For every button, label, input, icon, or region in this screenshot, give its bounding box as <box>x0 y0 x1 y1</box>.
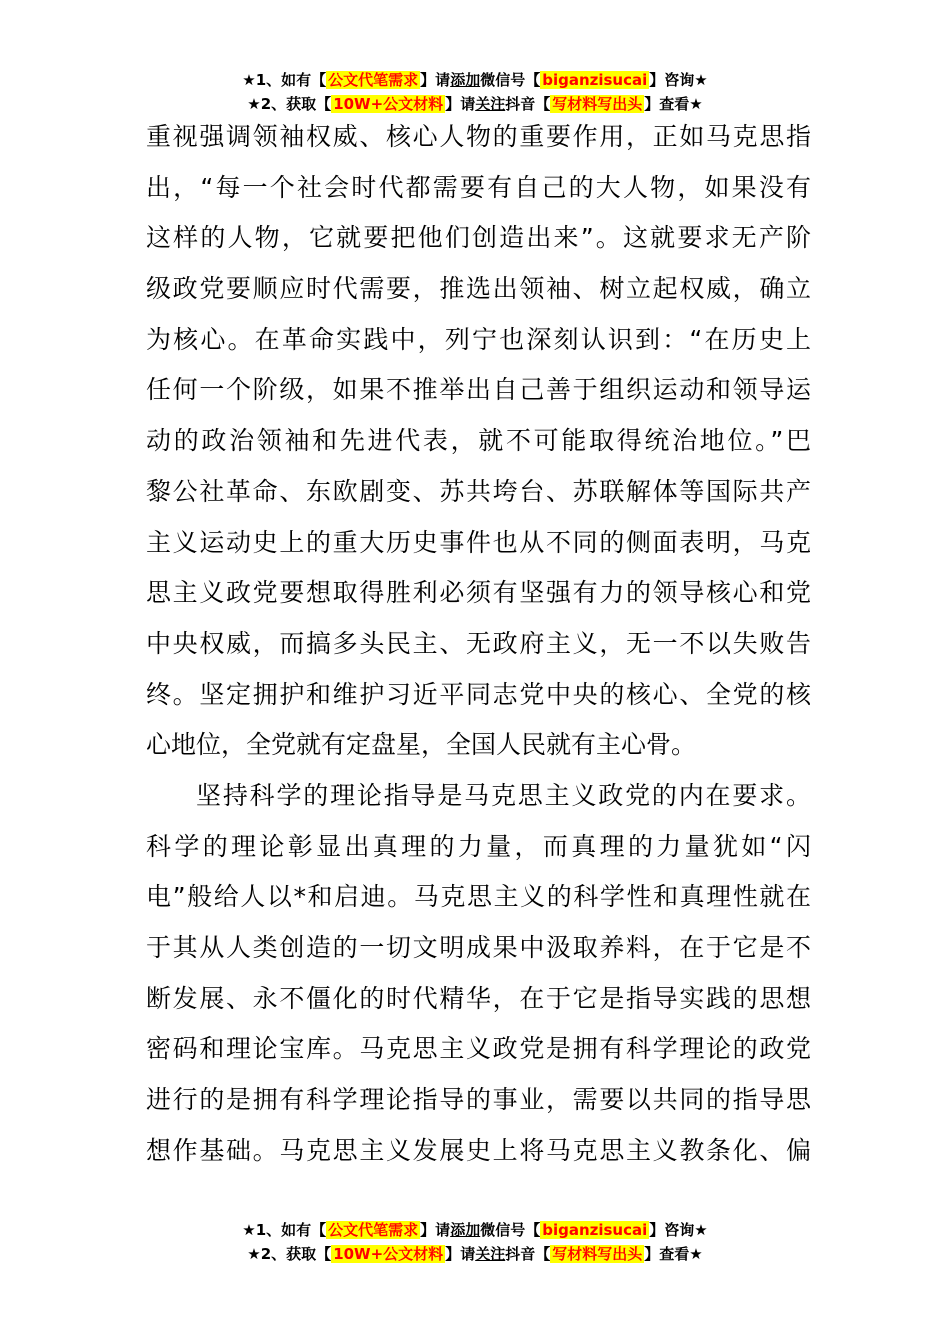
banner-text: 】请 <box>445 95 476 113</box>
banner-text: 微信号【 <box>480 1221 541 1239</box>
text-line: 于其从人类创造的一切文明成果中汲取养料，在于它是不 <box>146 933 811 962</box>
highlight-douyin: 写材料写出头 <box>552 95 643 113</box>
text-line: 级政党要顺应时代需要，推选出领袖、树立起权威，确立 <box>146 274 811 304</box>
banner-underlined: 添加 <box>450 71 481 89</box>
highlight-service: 公文代笔需求 <box>328 71 419 89</box>
text-line: 电”般给人以*和启迪。马克思主义的科学性和真理性就在 <box>146 882 811 912</box>
text-line: 断发展、永不僵化的时代精华，在于它是指导实践的思想 <box>146 983 811 1013</box>
banner-line-1 <box>0 1218 950 1242</box>
banner-text: 微信号【 <box>480 71 541 89</box>
text-line: 坚持科学的理论指导是马克思主义政党的内在要求。 <box>196 780 811 810</box>
header-banner <box>0 68 950 116</box>
banner-text: 抖音【 <box>505 1245 551 1263</box>
text-line: 这样的人物，它就要把他们创造出来”。这就要求无产阶 <box>146 223 811 253</box>
banner-text: ★2、获取【 <box>247 95 332 113</box>
banner-text: 】查看★ <box>644 95 703 113</box>
text-line: 心地位，全党就有定盘星，全国人民就有主心骨。 <box>146 730 697 760</box>
banner-text: ★2、获取【 <box>247 1245 332 1263</box>
text-line: 任何一个阶级，如果不推举出自己善于组织运动和领导运 <box>146 375 811 405</box>
text-line: 进行的是拥有科学理论指导的事业，需要以共同的指导思 <box>146 1085 811 1115</box>
banner-text: ★1、如有【 <box>242 1221 327 1239</box>
banner-text: 】咨询★ <box>649 71 708 89</box>
document-body <box>146 112 811 1176</box>
highlight-materials: 10W+公文材料 <box>333 95 444 113</box>
text-line: 动的政治领袖和先进代表，就不可能取得统治地位。”巴 <box>146 426 811 456</box>
highlight-douyin: 写材料写出头 <box>552 1245 643 1263</box>
footer-banner <box>0 1218 950 1266</box>
banner-text: 】咨询★ <box>649 1221 708 1239</box>
highlight-wechat-id: biganzisucai <box>542 71 648 89</box>
text-line: 黎公社革命、东欧剧变、苏共垮台、苏联解体等国际共产 <box>146 476 811 506</box>
banner-text: 抖音【 <box>505 95 551 113</box>
highlight-service: 公文代笔需求 <box>328 1221 419 1239</box>
text-line: 出，“每一个社会时代都需要有自己的大人物，如果没有 <box>146 172 811 202</box>
text-line: 重视强调领袖权威、核心人物的重要作用，正如马克思指 <box>146 122 811 151</box>
banner-line-2 <box>0 1242 950 1266</box>
banner-underlined: 关注 <box>475 1245 506 1263</box>
text-line: 主义运动史上的重大历史事件也从不同的侧面表明，马克 <box>146 527 811 557</box>
banner-text: 】请 <box>420 1221 451 1239</box>
banner-text: 】请 <box>420 71 451 89</box>
paragraph-1 <box>146 112 811 771</box>
text-line: 终。坚定拥护和维护习近平同志党中央的核心、全党的核 <box>146 679 811 709</box>
paragraph-2 <box>146 771 811 1177</box>
banner-text: 】请 <box>445 1245 476 1263</box>
text-line: 想作基础。马克思主义发展史上将马克思主义教条化、偏 <box>146 1135 811 1165</box>
text-line: 思主义政党要想取得胜利必须有坚强有力的领导核心和党 <box>146 578 811 608</box>
banner-line-1 <box>0 68 950 92</box>
banner-underlined: 添加 <box>450 1221 481 1239</box>
text-line: 密码和理论宝库。马克思主义政党是拥有科学理论的政党 <box>146 1034 811 1064</box>
highlight-materials: 10W+公文材料 <box>333 1245 444 1263</box>
banner-text: 】查看★ <box>644 1245 703 1263</box>
highlight-wechat-id: biganzisucai <box>542 1221 648 1239</box>
banner-underlined: 关注 <box>475 95 506 113</box>
text-line: 中央权威，而搞多头民主、无政府主义，无一不以失败告 <box>146 628 811 658</box>
text-line: 科学的理论彰显出真理的力量，而真理的力量犹如“闪 <box>146 831 811 861</box>
text-line: 为核心。在革命实践中，列宁也深刻认识到：“在历史上 <box>146 324 811 354</box>
banner-text: ★1、如有【 <box>242 71 327 89</box>
